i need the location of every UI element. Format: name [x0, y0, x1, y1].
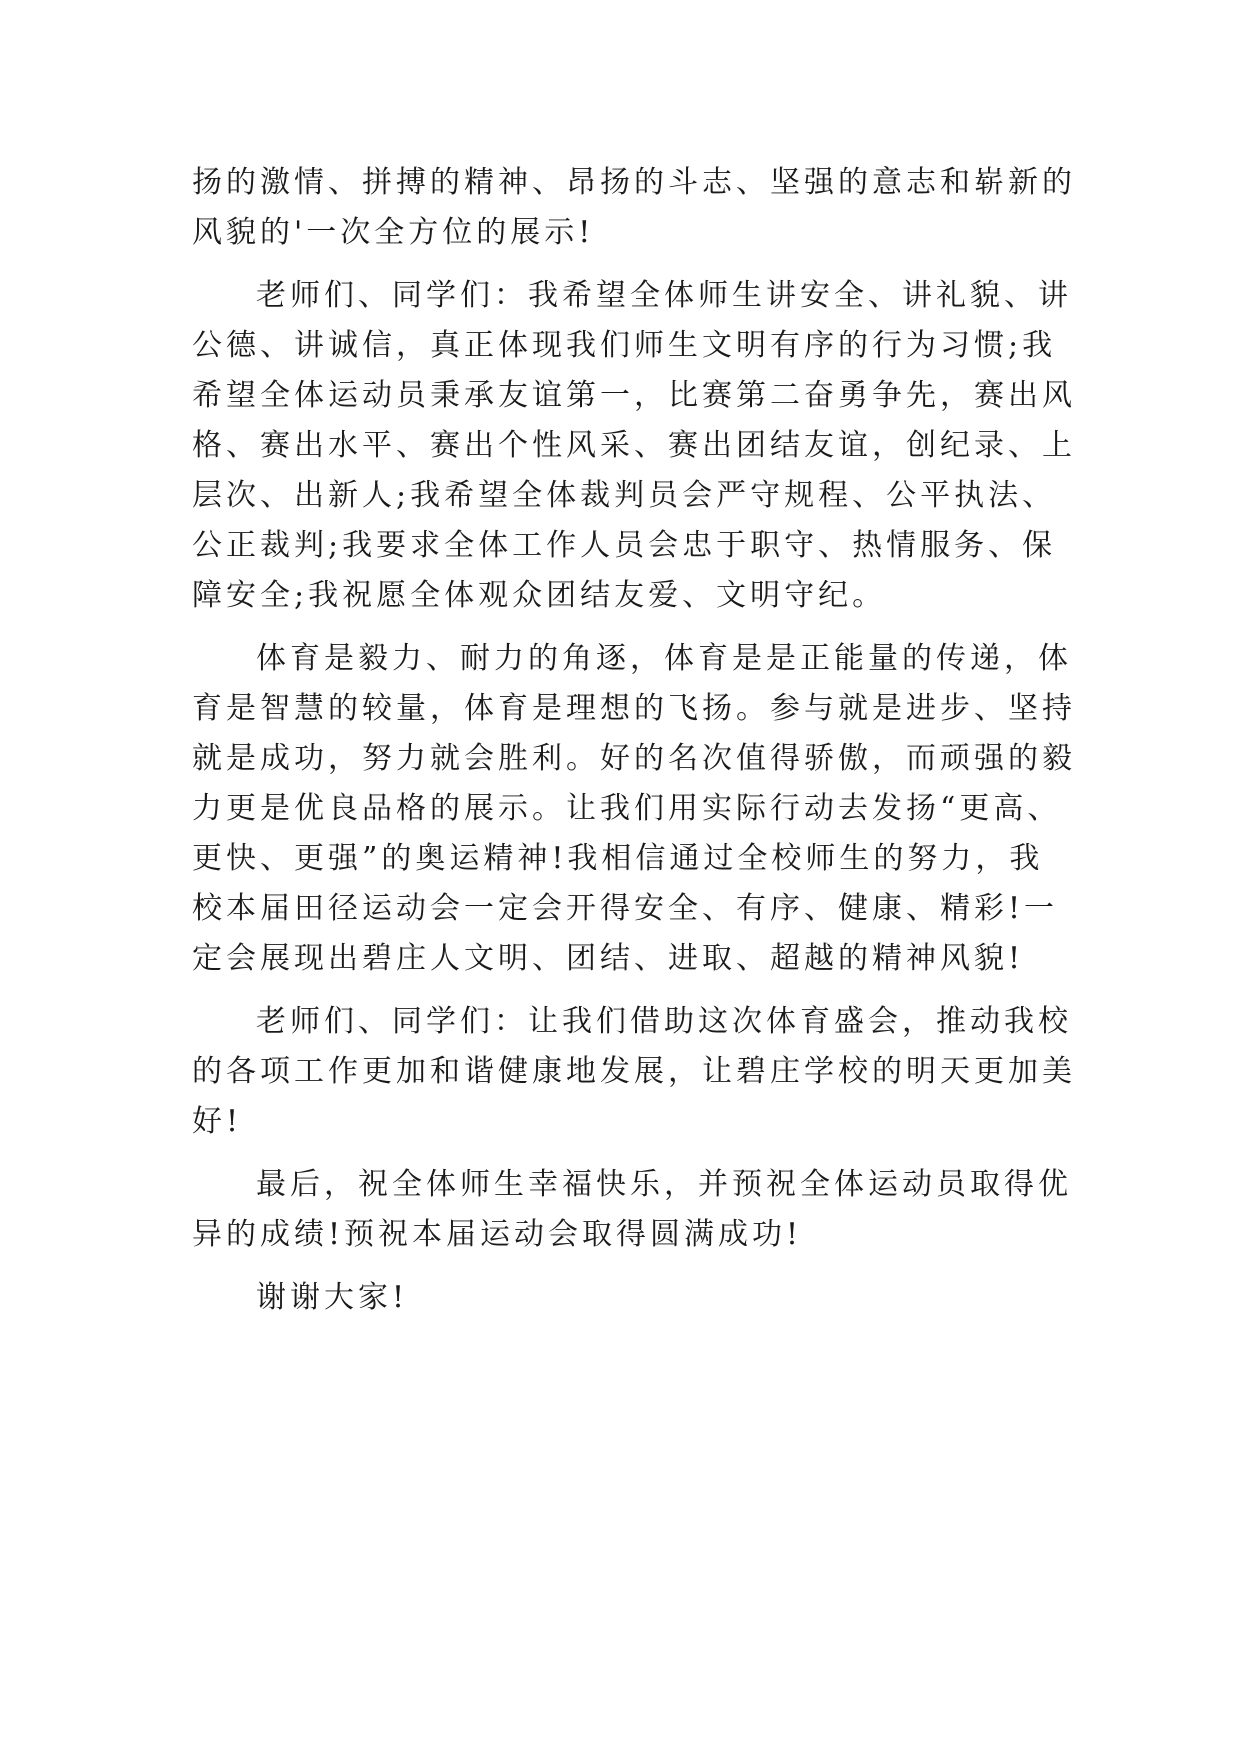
text-line: 谢谢大家! — [256, 1280, 409, 1315]
text-line: 定会展现出碧庄人文明、团结、进取、超越的精神风貌! — [192, 941, 1025, 976]
text-line: 更快、更强”的奥运精神!我相信通过全校师生的努力，我 — [192, 841, 1044, 876]
paragraph — [192, 1160, 1072, 1260]
text-line: 异的成绩!预祝本届运动会取得圆满成功! — [192, 1217, 803, 1252]
text-line: 扬的激情、拼搏的精神、昂扬的斗志、坚强的意志和崭新的 — [192, 165, 1076, 200]
text-line: 希望全体运动员秉承友谊第一，比赛第二奋勇争先，赛出风 — [192, 378, 1076, 413]
text-line: 公德、讲诚信，真正体现我们师生文明有序的行为习惯;我 — [192, 328, 1057, 363]
text-line: 老师们、同学们：我希望全体师生讲安全、讲礼貌、讲 — [256, 278, 1072, 313]
paragraph — [192, 271, 1076, 621]
paragraph — [192, 158, 1076, 258]
paragraph — [192, 1273, 1062, 1323]
text-line: 障安全;我祝愿全体观众团结友爱、文明守纪。 — [192, 578, 887, 613]
text-line: 体育是毅力、耐力的角逐，体育是是正能量的传递，体 — [256, 641, 1072, 676]
text-line: 格、赛出水平、赛出个性风采、赛出团结友谊，创纪录、上 — [192, 428, 1076, 463]
text-line: 公正裁判;我要求全体工作人员会忠于职守、热情服务、保 — [192, 528, 1057, 563]
text-line: 风貌的'一次全方位的展示! — [192, 215, 595, 250]
text-line: 的各项工作更加和谐健康地发展，让碧庄学校的明天更加美 — [192, 1054, 1076, 1089]
document-body — [192, 158, 1076, 1323]
text-line: 层次、出新人;我希望全体裁判员会严守规程、公平执法、 — [192, 478, 1057, 513]
text-line: 就是成功，努力就会胜利。好的名次值得骄傲，而顽强的毅 — [192, 741, 1076, 776]
text-line: 好! — [192, 1104, 243, 1139]
paragraph — [192, 634, 1076, 984]
text-line: 校本届田径运动会一定会开得安全、有序、健康、精彩!一 — [192, 891, 1059, 926]
paragraph — [192, 997, 1076, 1147]
text-line: 育是智慧的较量，体育是理想的飞扬。参与就是进步、坚持 — [192, 691, 1076, 726]
text-line: 力更是优良品格的展示。让我们用实际行动去发扬“更高、 — [192, 791, 1062, 826]
text-line: 老师们、同学们：让我们借助这次体育盛会，推动我校 — [256, 1004, 1072, 1039]
text-line: 最后，祝全体师生幸福快乐，并预祝全体运动员取得优 — [256, 1167, 1072, 1202]
